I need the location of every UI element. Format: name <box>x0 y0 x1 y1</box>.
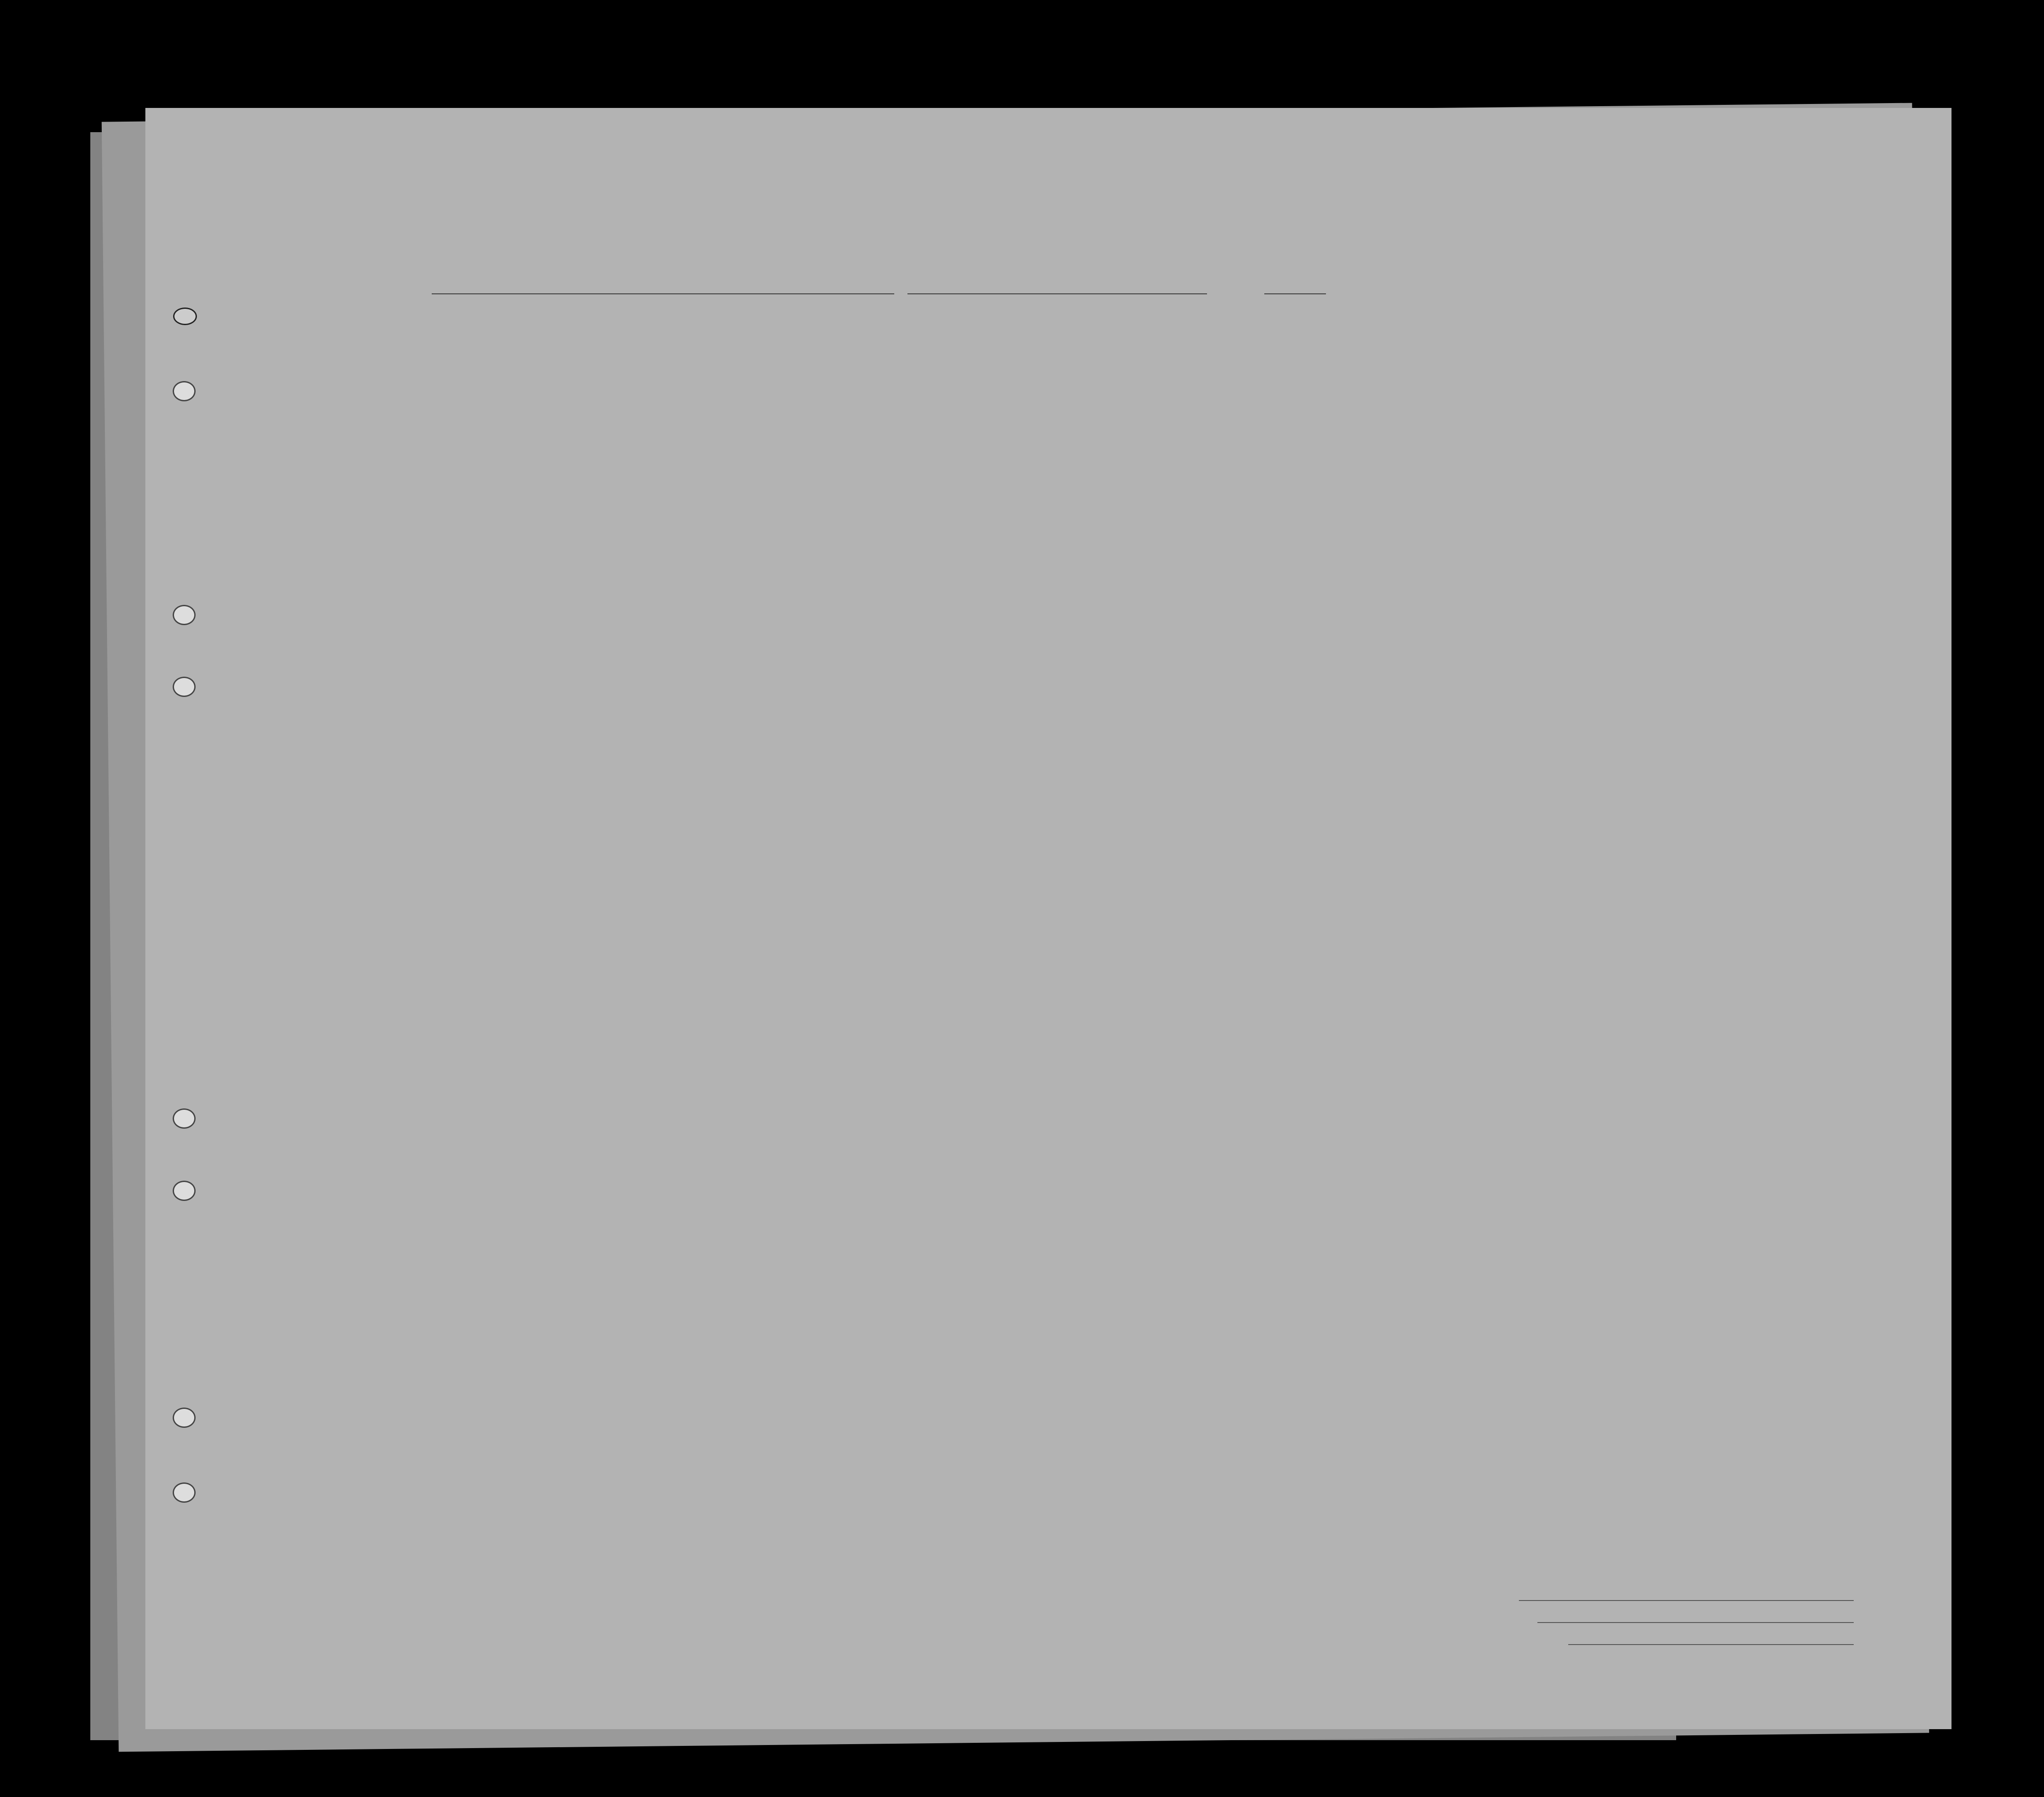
date-underline <box>907 293 1207 294</box>
year-underline <box>1264 293 1326 294</box>
punch-hole <box>173 1482 196 1503</box>
manifest-sheet <box>145 108 1951 1729</box>
port-underline <box>432 293 894 294</box>
punch-hole <box>173 1181 196 1201</box>
punch-hole <box>173 381 196 401</box>
punch-hole <box>173 605 196 625</box>
punch-hole <box>173 1108 196 1129</box>
line-underline <box>1519 1600 1854 1601</box>
owners-underline <box>1537 1622 1854 1623</box>
form-seal-icon <box>173 308 197 325</box>
punch-hole <box>173 1408 196 1428</box>
agents-underline <box>1568 1644 1854 1645</box>
punch-hole <box>173 677 196 697</box>
